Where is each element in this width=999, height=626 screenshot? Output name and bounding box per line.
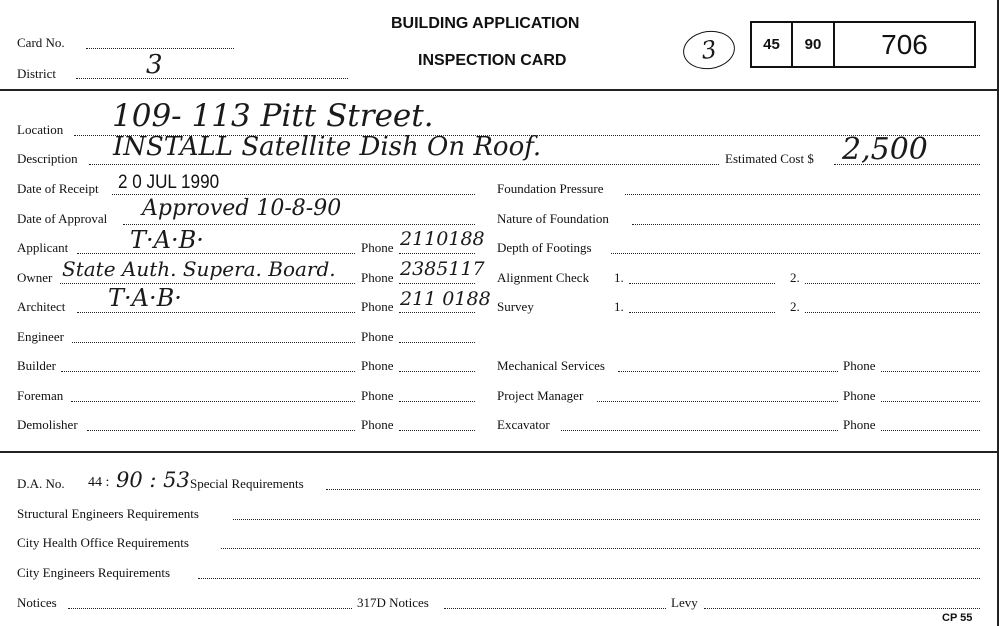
architect-line[interactable] xyxy=(77,312,355,313)
demolisher-line[interactable] xyxy=(87,430,355,431)
owner-phone-line[interactable] xyxy=(399,283,475,284)
builder-phone-line[interactable] xyxy=(399,371,475,372)
da-no-prefix: 44 : xyxy=(88,475,110,490)
nature-of-foundation-label: Nature of Foundation xyxy=(497,211,609,226)
depth-of-footings-line[interactable] xyxy=(611,253,980,254)
excavator-line[interactable] xyxy=(561,430,838,431)
ref-cell-1: 45 xyxy=(752,23,793,66)
description-line[interactable] xyxy=(89,164,719,165)
depth-of-footings-label: Depth of Footings xyxy=(497,240,592,255)
structural-requirements-line[interactable] xyxy=(233,519,980,520)
alignment-check-line1[interactable] xyxy=(629,283,775,284)
mechanical-services-phone-label: Phone xyxy=(843,358,876,373)
applicant-phone-value: 2110188 xyxy=(400,228,485,250)
special-requirements-label: Special Requirements xyxy=(190,476,304,491)
mechanical-services-phone-line[interactable] xyxy=(881,371,980,372)
card-no-label: Card No. xyxy=(17,35,65,50)
district-line[interactable] xyxy=(76,78,348,79)
date-of-receipt-line[interactable] xyxy=(112,194,475,195)
circled-number-text: 3 xyxy=(699,35,719,65)
engineer-phone-line[interactable] xyxy=(399,342,475,343)
structural-requirements-label: Structural Engineers Requirements xyxy=(17,506,199,521)
city-engineers-requirements-line[interactable] xyxy=(198,578,980,579)
notices-317d-line[interactable] xyxy=(444,608,666,609)
project-manager-phone-label: Phone xyxy=(843,388,876,403)
foreman-phone-line[interactable] xyxy=(399,401,475,402)
builder-line[interactable] xyxy=(61,371,355,372)
mechanical-services-label: Mechanical Services xyxy=(497,358,605,373)
applicant-phone-line[interactable] xyxy=(399,253,475,254)
form-code: CP 55 xyxy=(942,612,973,624)
notices-label: Notices xyxy=(17,595,57,610)
foreman-line[interactable] xyxy=(71,401,355,402)
notices-line[interactable] xyxy=(68,608,352,609)
ref-cell-2: 90 xyxy=(793,23,835,66)
card-no-line[interactable] xyxy=(86,48,234,49)
location-value: 109- 113 Pitt Street. xyxy=(112,98,434,134)
district-label: District xyxy=(17,66,56,81)
description-value: INSTALL Satellite Dish On Roof. xyxy=(113,132,542,162)
project-manager-line[interactable] xyxy=(597,401,838,402)
owner-line[interactable] xyxy=(60,283,355,284)
notices-317d-label: 317D Notices xyxy=(357,595,429,610)
estimated-cost-label: Estimated Cost $ xyxy=(725,151,814,166)
date-of-receipt-stamp: 2 0 JUL 1990 xyxy=(118,172,220,193)
survey-line2[interactable] xyxy=(805,312,980,313)
da-no-value: 90 : 53 xyxy=(116,468,190,492)
architect-phone-label: Phone xyxy=(361,299,394,314)
engineer-phone-label: Phone xyxy=(361,329,394,344)
architect-label: Architect xyxy=(17,299,66,314)
demolisher-phone-line[interactable] xyxy=(399,430,475,431)
excavator-label: Excavator xyxy=(497,417,550,432)
demolisher-phone-label: Phone xyxy=(361,417,394,432)
special-requirements-line[interactable] xyxy=(326,489,980,490)
date-of-approval-line[interactable] xyxy=(123,224,475,225)
date-of-approval-label: Date of Approval xyxy=(17,211,108,226)
levy-line[interactable] xyxy=(704,608,980,609)
demolisher-label: Demolisher xyxy=(17,417,78,432)
divider-middle xyxy=(0,451,999,453)
survey-line1[interactable] xyxy=(629,312,775,313)
estimated-cost-value: 2,500 xyxy=(842,132,928,167)
owner-label: Owner xyxy=(17,270,53,285)
owner-phone-value: 2385117 xyxy=(400,258,485,280)
architect-phone-value: 211 0188 xyxy=(400,288,491,310)
city-engineers-requirements-label: City Engineers Requirements xyxy=(17,565,171,580)
da-no-label: D.A. No. xyxy=(17,476,65,491)
builder-phone-label: Phone xyxy=(361,358,394,373)
project-manager-label: Project Manager xyxy=(497,388,584,403)
excavator-phone-line[interactable] xyxy=(881,430,980,431)
health-requirements-line[interactable] xyxy=(221,548,980,549)
builder-label: Builder xyxy=(17,358,56,373)
title-line1: BUILDING APPLICATION xyxy=(391,15,580,32)
ref-cell-3: 706 xyxy=(881,28,928,60)
title-line2: INSPECTION CARD xyxy=(418,52,567,69)
levy-label: Levy xyxy=(671,595,698,610)
survey-num1: 1. xyxy=(614,299,624,314)
description-label: Description xyxy=(17,151,78,166)
applicant-value: T·A·B· xyxy=(130,226,204,254)
applicant-line[interactable] xyxy=(77,253,355,254)
circled-number xyxy=(681,28,738,73)
foreman-label: Foreman xyxy=(17,388,64,403)
alignment-check-label: Alignment Check xyxy=(497,270,590,285)
alignment-check-num1: 1. xyxy=(614,270,624,285)
mechanical-services-line[interactable] xyxy=(618,371,838,372)
excavator-phone-label: Phone xyxy=(843,417,876,432)
engineer-line[interactable] xyxy=(72,342,355,343)
engineer-label: Engineer xyxy=(17,329,64,344)
foreman-phone-label: Phone xyxy=(361,388,394,403)
reference-box xyxy=(750,21,976,68)
applicant-phone-label: Phone xyxy=(361,240,394,255)
owner-phone-label: Phone xyxy=(361,270,394,285)
architect-value: T·A·B· xyxy=(108,284,182,312)
date-of-approval-value: Approved 10-8-90 xyxy=(142,196,342,221)
foundation-pressure-label: Foundation Pressure xyxy=(497,181,604,196)
divider-top xyxy=(0,89,999,91)
survey-label: Survey xyxy=(497,299,534,314)
district-value: 3 xyxy=(146,50,163,80)
project-manager-phone-line[interactable] xyxy=(881,401,980,402)
health-requirements-label: City Health Office Requirements xyxy=(17,535,189,550)
architect-phone-line[interactable] xyxy=(399,312,475,313)
foundation-pressure-line[interactable] xyxy=(625,194,980,195)
alignment-check-line2[interactable] xyxy=(805,283,980,284)
owner-value: State Auth. Supera. Board. xyxy=(62,257,336,281)
survey-num2: 2. xyxy=(790,299,800,314)
date-of-receipt-label: Date of Receipt xyxy=(17,181,99,196)
alignment-check-num2: 2. xyxy=(790,270,800,285)
nature-of-foundation-line[interactable] xyxy=(632,224,980,225)
location-label: Location xyxy=(17,122,64,137)
applicant-label: Applicant xyxy=(17,240,69,255)
